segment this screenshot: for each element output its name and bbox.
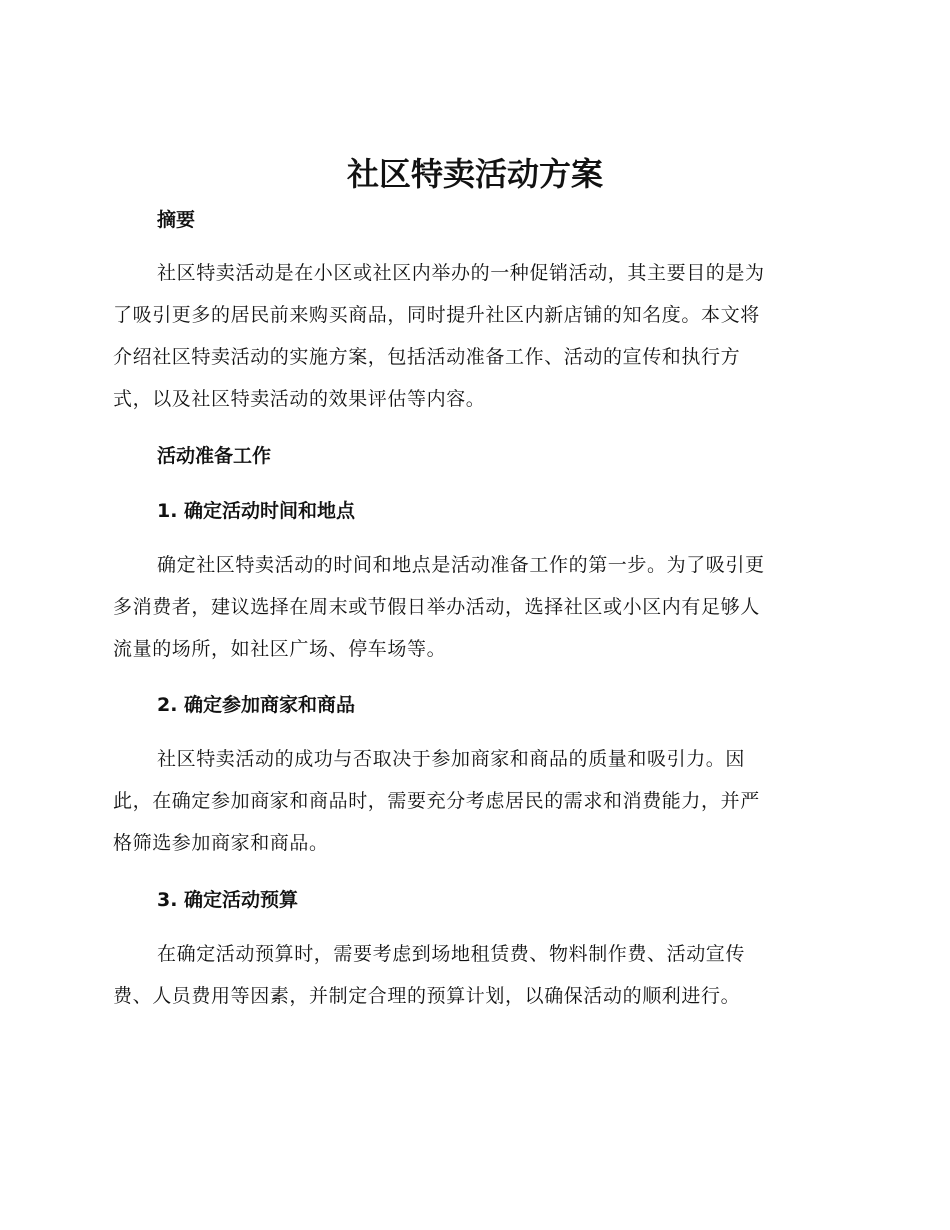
paragraph-line: 在确定活动预算时，需要考虑到场地租赁费、物料制作费、活动宣传 [157,943,746,965]
abstract-paragraph [113,252,833,420]
paragraph-line: 介绍社区特卖活动的实施方案，包括活动准备工作、活动的宣传和执行方 [113,346,741,368]
paragraph-line: 流量的场所，如社区广场、停车场等。 [113,638,447,660]
paragraph-line: 社区特卖活动的成功与否取决于参加商家和商品的质量和吸引力。因 [157,748,746,770]
paragraph-line: 社区特卖活动是在小区或社区内举办的一种促销活动，其主要目的是为 [157,262,765,284]
document-title: 社区特卖活动方案 [346,155,603,193]
paragraph-line: 了吸引更多的居民前来购买商品，同时提升社区内新店铺的知名度。本文将 [113,304,760,326]
paragraph-line: 此，在确定参加商家和商品时，需要充分考虑居民的需求和消费能力，并严 [113,790,760,812]
abstract-heading: 摘要 [157,209,196,231]
item1-heading: 1. 确定活动时间和地点 [157,500,356,522]
item3-heading: 3. 确定活动预算 [157,889,299,911]
paragraph-line: 格筛选参加商家和商品。 [113,832,329,854]
paragraph-line: 费、人员费用等因素，并制定合理的预算计划，以确保活动的顺利进行。 [113,985,741,1007]
prep-heading: 活动准备工作 [157,445,272,467]
item2-heading: 2. 确定参加商家和商品 [157,694,356,716]
paragraph-line: 确定社区特卖活动的时间和地点是活动准备工作的第一步。为了吸引更 [157,554,765,576]
paragraph-line: 式，以及社区特卖活动的效果评估等内容。 [113,388,486,410]
item2-paragraph [113,738,833,864]
item3-paragraph [113,933,833,1017]
paragraph-line: 多消费者，建议选择在周末或节假日举办活动，选择社区或小区内有足够人 [113,596,760,618]
item1-paragraph [113,544,833,670]
